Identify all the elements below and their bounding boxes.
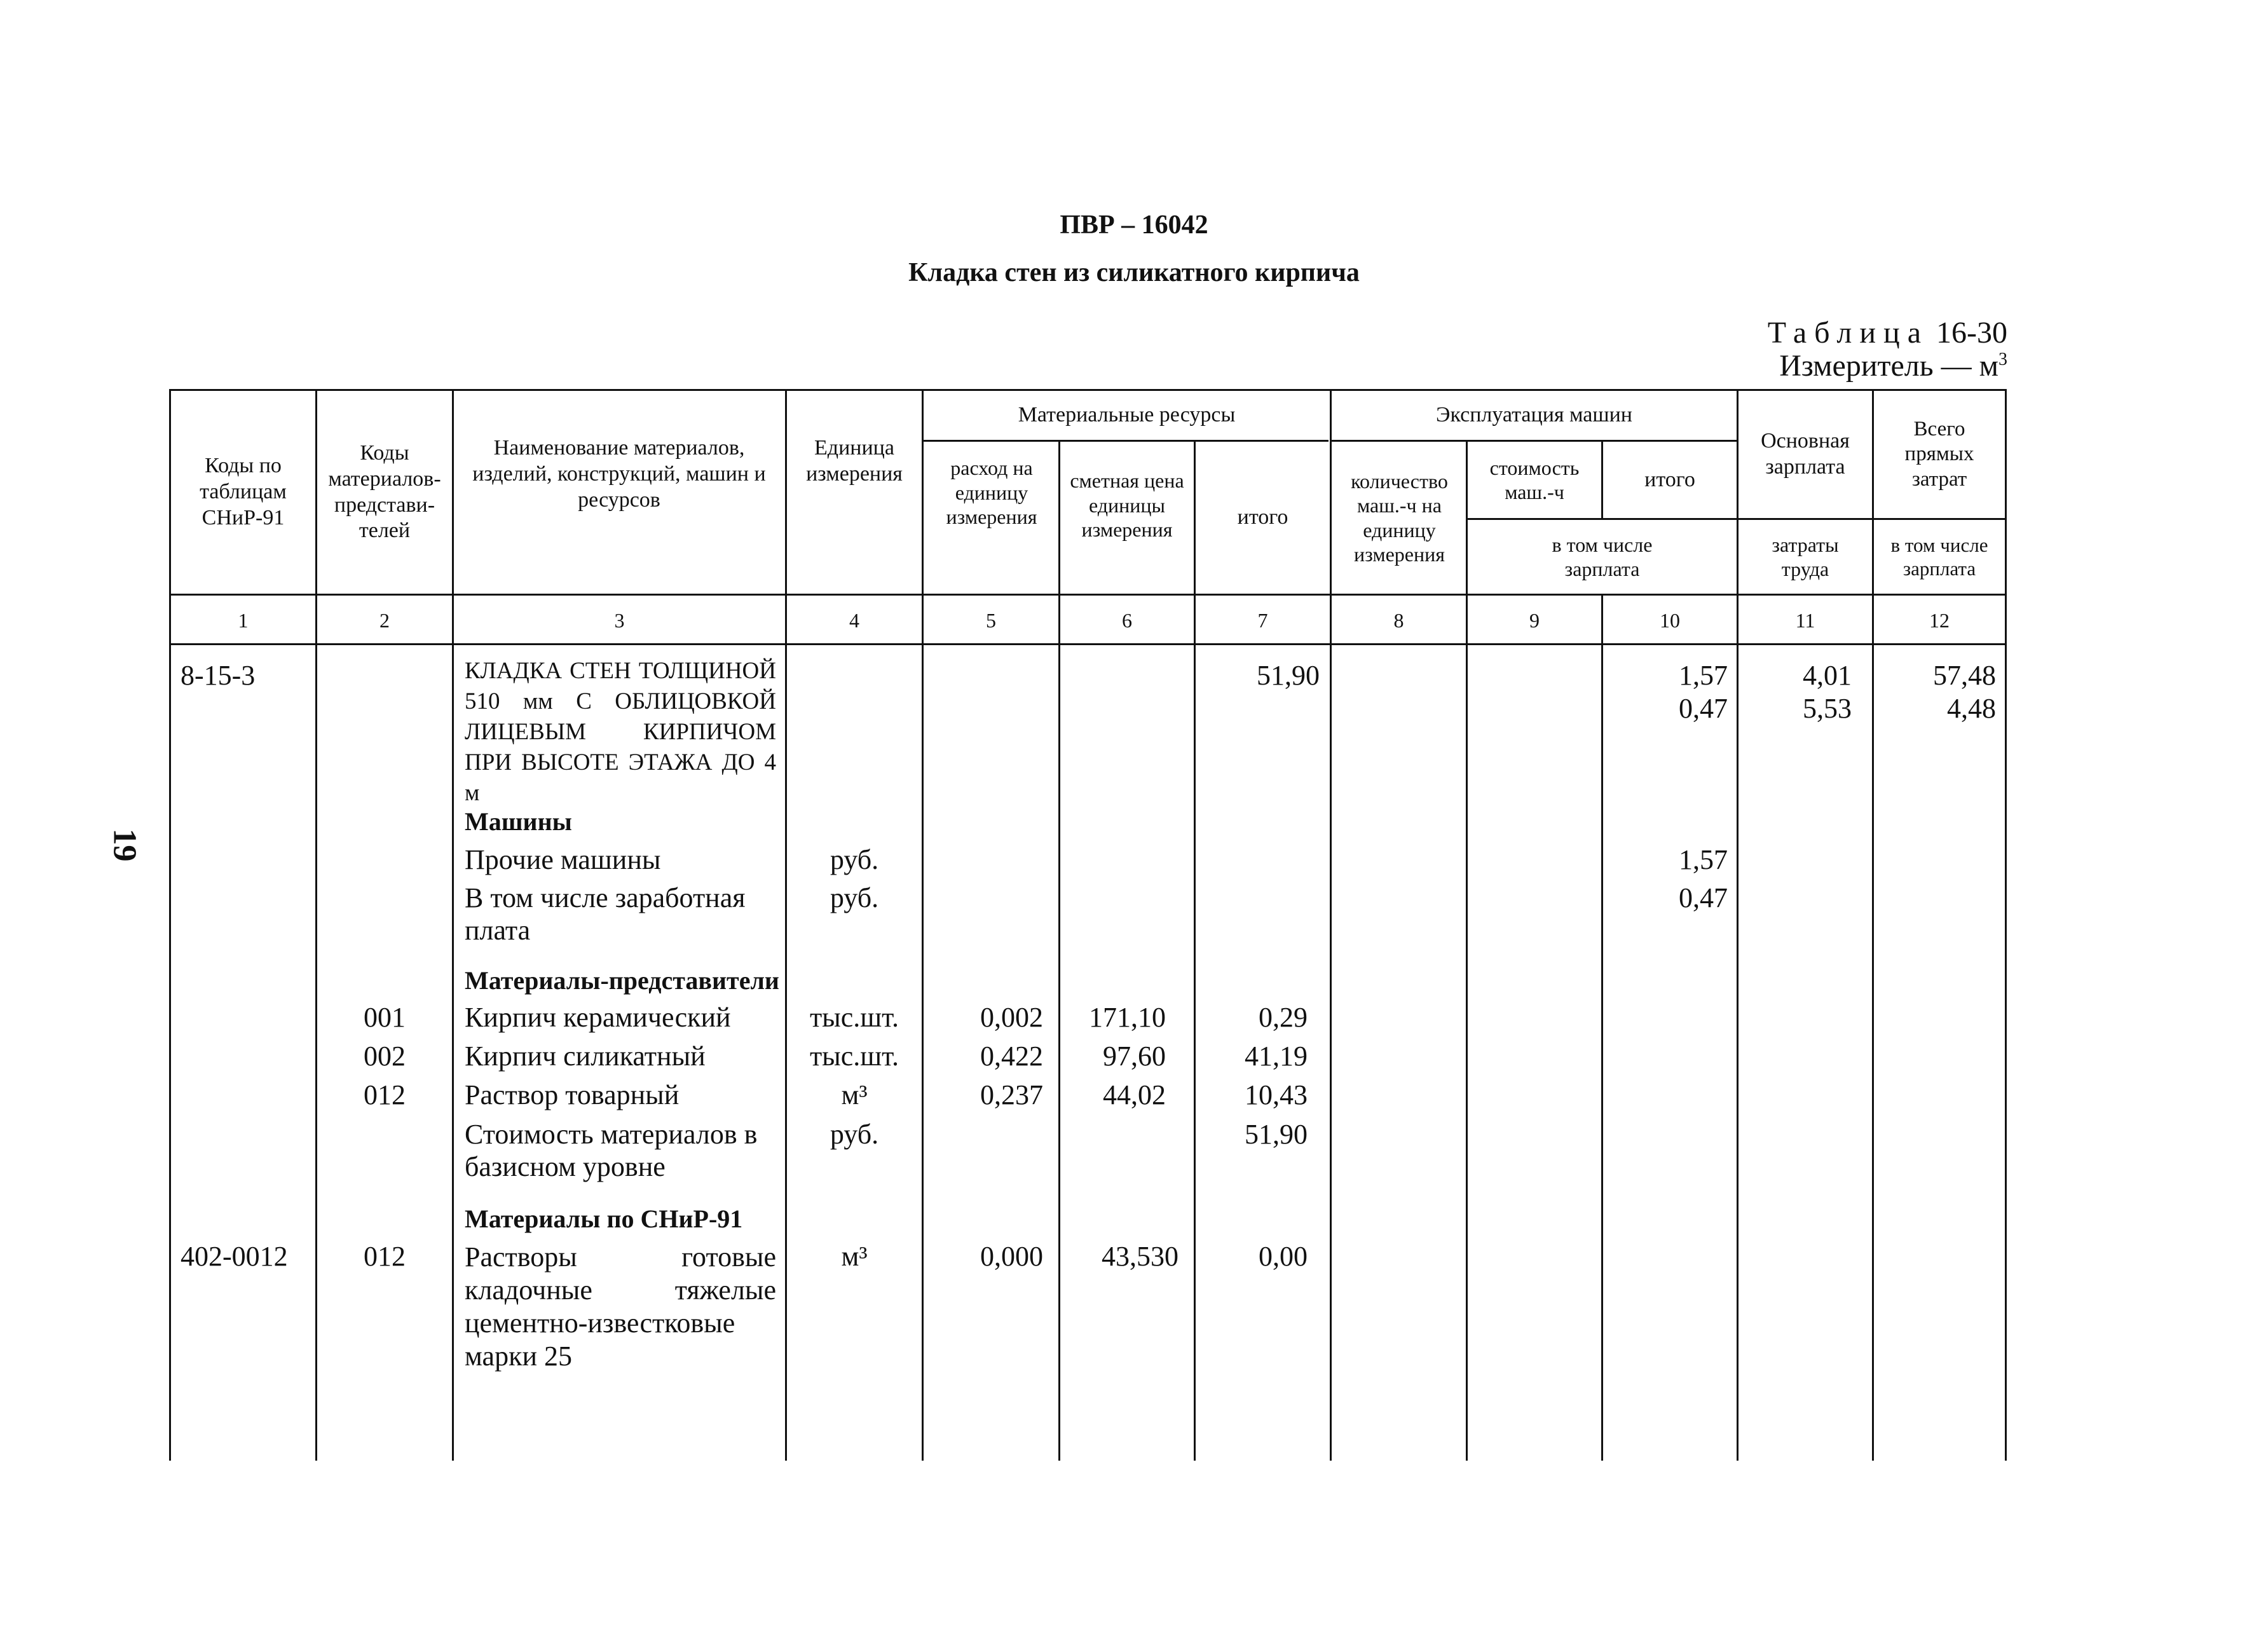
col-number: 8	[1393, 608, 1404, 632]
material-total: 0,29	[1259, 1002, 1308, 1033]
col-number: 5	[986, 608, 996, 632]
col-machine-hours: количество маш.-ч на единицу измерения	[1351, 469, 1448, 566]
document-code: ПВР – 16042	[1060, 210, 1208, 240]
col-number: 10	[1660, 608, 1680, 632]
material-code: 012	[364, 1079, 406, 1110]
machines-heading: Машины	[465, 807, 572, 836]
col-basic-salary: Основная зарплата	[1761, 429, 1850, 479]
col-number: 1	[238, 608, 249, 632]
col-estimate-price: сметная цена единицы измерения	[1070, 469, 1184, 542]
other-machines-value: 1,57	[1679, 844, 1728, 875]
col-material-resources: Материальные ресурсы	[1018, 403, 1236, 427]
material-price: 97,60	[1103, 1041, 1166, 1072]
incl-wage-unit: руб.	[830, 882, 879, 913]
material-price: 44,02	[1103, 1079, 1166, 1110]
materials-heading: Материалы-представители	[465, 966, 779, 995]
snip-name: Растворы готовые кладочные тяжелые цементно-известковые марки 25	[465, 1241, 776, 1372]
incl-wage-value: 0,47	[1679, 882, 1728, 913]
col-number: 12	[1929, 608, 1950, 632]
other-machines-unit: руб.	[830, 844, 879, 875]
materials-cost-total: 51,90	[1245, 1119, 1308, 1150]
unit-label	[1779, 348, 2007, 383]
main-name: КЛАДКА СТЕН ТОЛЩИНОЙ 510 мм С ОБЛИЦОВКОЙ ЛИЦЕВЫМ КИРПИЧОМ ПРИ ВЫСОТЕ ЭТАЖА ДО 4 м	[465, 658, 776, 807]
table-number-value: 16-30	[1936, 316, 2007, 350]
snip-unit: м³	[841, 1241, 868, 1272]
material-unit: тыс.шт.	[809, 1002, 899, 1033]
col-unit: Единица измерения	[806, 436, 903, 486]
snip-rep-code: 012	[364, 1241, 406, 1272]
unit-label-power: 3	[1998, 350, 2007, 369]
col-number: 9	[1529, 608, 1540, 632]
material-consumption: 0,237	[980, 1079, 1043, 1110]
col-labor-costs: затраты труда	[1772, 533, 1839, 580]
col-name: Наименование материалов, изделий, конструкций, машин и ресурсов	[472, 436, 766, 512]
material-consumption: 0,002	[980, 1002, 1043, 1033]
document-title: Кладка стен из силикатного кирпича	[908, 258, 1360, 287]
incl-wage-name: В том числе заработная плата	[465, 882, 746, 946]
col-number: 6	[1122, 608, 1132, 632]
col-consumption: расход на единицу измерения	[946, 456, 1037, 529]
snip-code: 402-0012	[181, 1241, 288, 1272]
snip-heading: Материалы по СНиР-91	[465, 1204, 743, 1233]
col-incl-salary: в том числе зарплата	[1552, 533, 1653, 580]
main-total: 51,90	[1257, 660, 1320, 691]
main-machine-total-2: 0,47	[1679, 693, 1728, 724]
material-price: 171,10	[1089, 1002, 1166, 1033]
snip-consumption: 0,000	[980, 1241, 1043, 1272]
col-codes-snip: Коды по таблицам СНиР-91	[200, 454, 287, 529]
material-unit: тыс.шт.	[809, 1041, 899, 1072]
material-unit: м³	[841, 1079, 868, 1110]
main-code: 8-15-3	[181, 660, 256, 691]
main-direct-1: 57,48	[1933, 660, 1996, 691]
col-number: 7	[1257, 608, 1268, 632]
unit-label-text: Измеритель — м	[1779, 349, 1998, 383]
col-total-direct: Всего прямых затрат	[1904, 417, 1974, 491]
materials-cost-unit: руб.	[830, 1119, 879, 1150]
material-code: 002	[364, 1041, 406, 1072]
other-machines-name: Прочие машины	[465, 844, 661, 875]
page-number: 19	[106, 828, 143, 862]
snip-total: 0,00	[1259, 1241, 1308, 1272]
material-code: 001	[364, 1002, 406, 1033]
main-salary-2: 5,53	[1803, 693, 1852, 724]
snip-price: 43,530	[1102, 1241, 1178, 1272]
col-total: итого	[1237, 505, 1288, 529]
materials-cost-name: Стоимость материалов в базисном уровне	[465, 1119, 758, 1182]
table-number	[1768, 315, 2007, 350]
col-incl-salary-short: в том числе зарплата	[1890, 533, 1988, 580]
col-number: 11	[1795, 608, 1815, 632]
col-number: 2	[379, 608, 390, 632]
material-total: 10,43	[1245, 1079, 1308, 1110]
col-machines: Эксплуатация машин	[1436, 403, 1632, 427]
col-cost-machine-hour: стоимость маш.-ч	[1489, 456, 1580, 503]
material-name: Кирпич силикатный	[465, 1041, 706, 1072]
col-machine-total: итого	[1644, 467, 1695, 491]
material-total: 41,19	[1245, 1041, 1308, 1072]
main-machine-total-1: 1,57	[1679, 660, 1728, 691]
material-name: Раствор товарный	[465, 1079, 680, 1110]
col-number: 3	[614, 608, 625, 632]
main-salary-1: 4,01	[1803, 660, 1852, 691]
table-word: Таблица	[1767, 316, 1929, 350]
material-name: Кирпич керамический	[465, 1002, 731, 1033]
material-consumption: 0,422	[980, 1041, 1043, 1072]
main-direct-2: 4,48	[1947, 693, 1996, 724]
col-codes-materials: Коды материалов-представи-телей	[328, 440, 441, 543]
col-number: 4	[849, 608, 859, 632]
